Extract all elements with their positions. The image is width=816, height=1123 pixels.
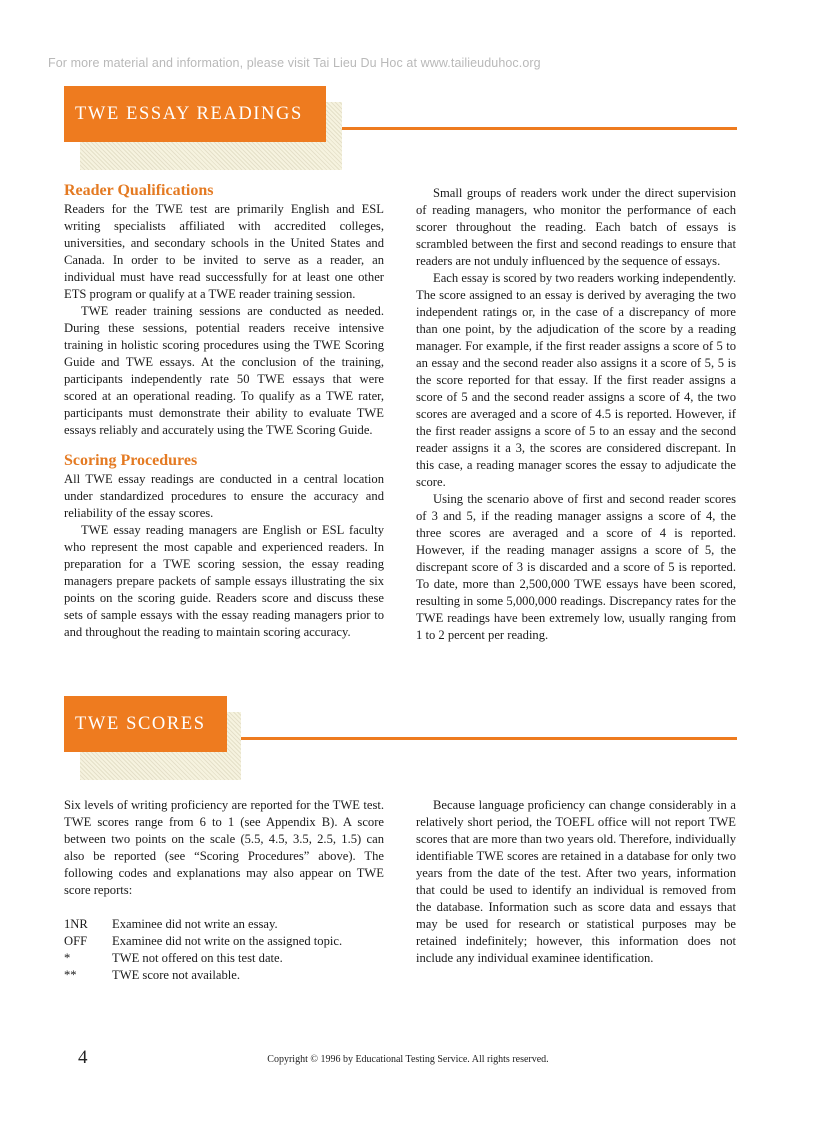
paragraph: Small groups of readers work under the direct supervision of reading managers, who monitor the performance of each scorer throughout the reading. Each batch of essays is scrambled between the first and second readings to ensure that readers are not unduly influenced by the sequence of essays. [416,186,736,268]
score-code-row [64,950,384,967]
score-code: OFF [64,934,88,948]
heading-reader-qualifications: Reader Qualifications [64,182,214,199]
section-banner-scores [64,696,737,780]
watermark-text: For more material and information, please visit Tai Lieu Du Hoc at www.tailieuduhoc.org [48,56,541,70]
score-code-explanation: Examinee did not write on the assigned topic. [112,934,343,948]
paragraph: Readers for the TWE test are primarily English and ESL writing specialists affiliated with accredited colleges, universities, and secondary schools in the United States and Canada. In order to be invited to serve as a reader, an individual must have read successfully for at least one other ETS program or qualify at a TWE reader training session. [64,202,384,301]
score-code: ** [64,968,77,982]
paragraph: All TWE essay readings are conducted in a central location under standardized procedures to ensure the accuracy and reliability of the essay scores. [64,472,384,520]
score-code-explanation: Examinee did not write an essay. [112,917,278,931]
score-code-explanation: TWE score not available. [112,968,240,982]
scores-left-column [64,797,384,984]
section-title: TWE ESSAY READINGS [64,86,326,142]
section-title: TWE SCORES [64,696,227,752]
section-banner-essay-readings [64,86,737,170]
scores-right-column [416,797,736,967]
banner-rule [241,737,737,740]
essay-readings-right-column [416,185,736,644]
score-code: 1NR [64,917,88,931]
copyright-notice: Copyright © 1996 by Educational Testing Service. All rights reserved. [267,1054,549,1065]
score-code-row [64,967,384,984]
heading-scoring-procedures: Scoring Procedures [64,452,198,469]
essay-readings-left-column [64,181,384,641]
paragraph: Each essay is scored by two readers working independently. The score assigned to an essay is derived by averaging the two independent ratings or, in the case of a discrepancy of more than one point, by the adjudication of the score by a reading manager. For example, if the first reader assigns a score of 5 to an essay and the second reader also assigns it a score of 5, 5 is the score reported for that essay. If the first reader assigns a score of 5 and the second reader assigns a score of 4, the two scores are averaged and a score of 4.5 is reported. However, if the first reader assigns a score of 5 to an essay and the second reader assigns it a 3, the scores are considered discrepant. In this case, a reading manager scores the essay to adjudicate the score. [416,271,736,489]
score-code: * [64,951,71,965]
score-code-row [64,933,384,950]
banner-rule [342,127,737,130]
score-code-row [64,916,384,933]
paragraph: Because language proficiency can change considerably in a relatively short period, the TOEFL office will not report TWE scores that are more than two years old. Therefore, individually identifiable TWE scores are retained in a database for only two years from the date of the test. After two years, information that could be used to identify an individual is removed from the database. Information such as score data and essays that may be used for research or statistical purposes may be retained indefinitely; however, this information does not include any individual examinee identification. [416,798,736,965]
score-codes-list [64,916,384,984]
paragraph: TWE essay reading managers are English or ESL faculty who represent the most capable and experienced readers. In preparation for a TWE scoring session, the essay reading managers prepare packets of sample essays illustrating the six points on the scoring guide. Readers score and discuss these sets of sample essays with the essay reading managers prior to and throughout the reading to maintain scoring accuracy. [64,523,384,639]
paragraph: Six levels of writing proficiency are reported for the TWE test. TWE scores range from 6 to 1 (see Appendix B). A score between two points on the scale (5.5, 4.5, 3.5, 2.5, 1.5) can also be reported (see “Scoring Procedures” above). The following codes and explanations may also appear on TWE score reports: [64,798,384,897]
paragraph: TWE reader training sessions are conducted as needed. During these sessions, potential readers receive intensive training in holistic scoring procedures using the TWE Scoring Guide and TWE essays. At the conclusion of the training, participants independently rate 50 TWE essays that were scored at an operational reading. To qualify as a TWE rater, participants must demonstrate their ability to evaluate TWE essays reliably and accurately using the TWE Scoring Guide. [64,304,384,437]
score-code-explanation: TWE not offered on this test date. [112,951,283,965]
paragraph: Using the scenario above of first and second reader scores of 3 and 5, if the reading manager assigns a score of 4, the three scores are averaged and a score of 4 is reported. However, if the reading manager assigns a score of 5, the discrepant score of 3 is discarded and a score of 5 is reported. To date, more than 2,500,000 TWE essays have been scored, resulting in some 5,000,000 readings. Discrepancy rates for the TWE readings have been extremely low, usually ranging from 1 to 2 percent per reading. [416,492,736,642]
page-number: 4 [78,1047,88,1068]
